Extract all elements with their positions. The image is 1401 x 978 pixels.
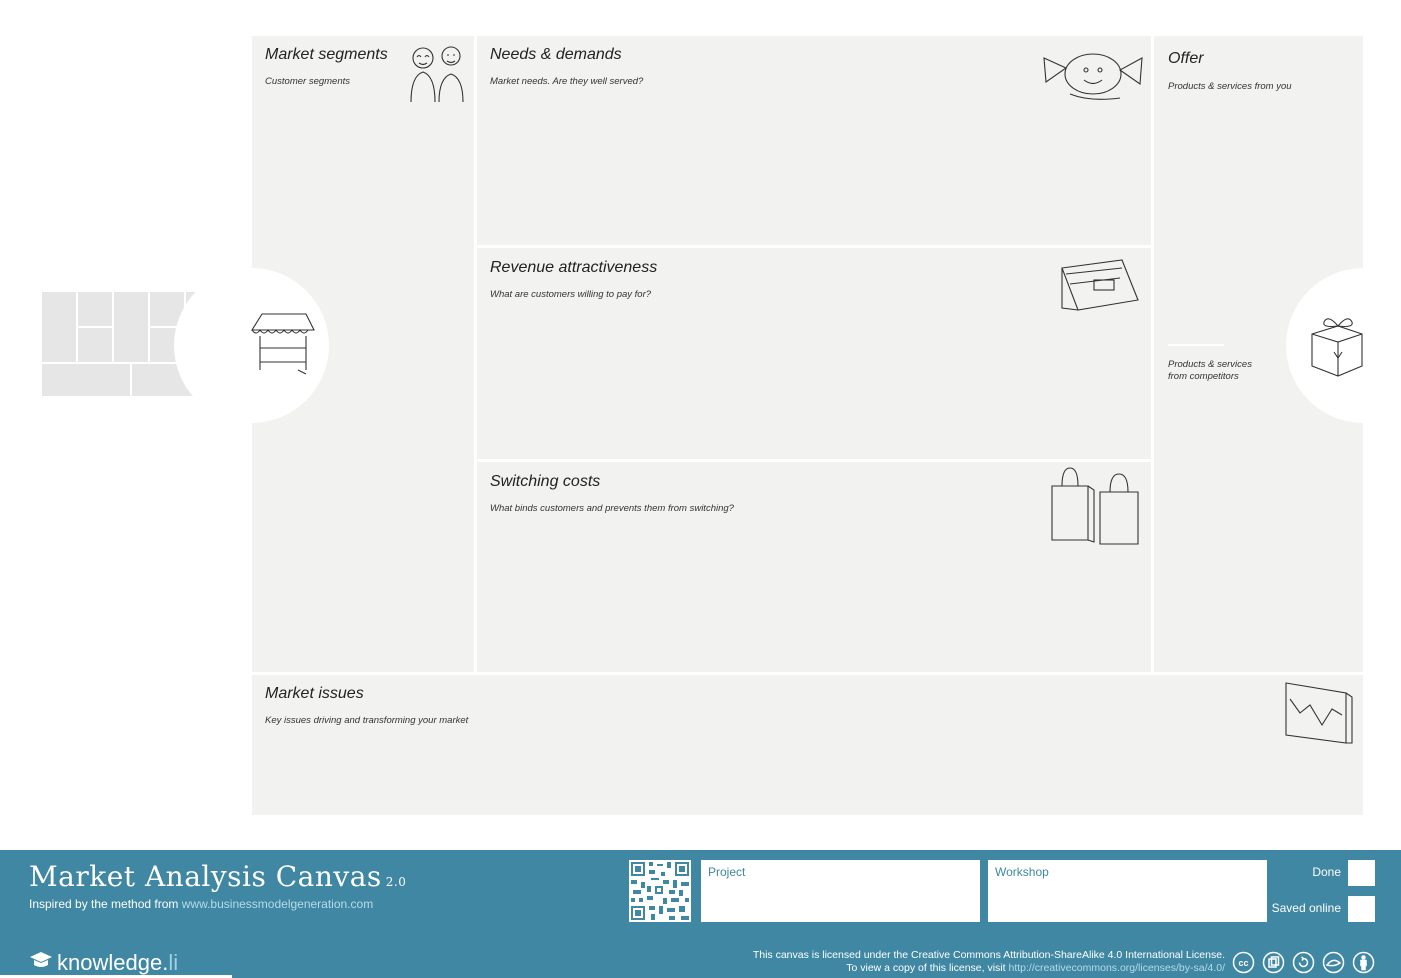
offer-subtitle: Products & services from you bbox=[1168, 81, 1292, 92]
market-issues-box[interactable] bbox=[252, 675, 1363, 815]
license-prefix: To view a copy of this license, visit bbox=[846, 962, 1006, 974]
offer-title: Offer bbox=[1168, 50, 1204, 67]
right-circle-clip bbox=[1364, 260, 1401, 430]
revenue-subtitle: What are customers willing to pay for? bbox=[490, 289, 652, 300]
switching-costs-subtitle: What binds customers and prevents them from switching? bbox=[490, 503, 734, 514]
needs-demands-title: Needs & demands bbox=[490, 46, 622, 63]
license-link[interactable]: http://creativecommons.org/licenses/by-sa/4.0/ bbox=[1008, 962, 1225, 974]
switching-costs-title: Switching costs bbox=[490, 473, 601, 490]
market-issues-title: Market issues bbox=[265, 685, 364, 702]
saved-online-label: Saved online bbox=[1271, 901, 1341, 915]
candy-sketch-icon bbox=[1040, 44, 1146, 104]
done-label: Done bbox=[1312, 865, 1341, 879]
canvas-title bbox=[29, 860, 406, 893]
people-sketch-icon bbox=[405, 42, 469, 106]
inspired-link[interactable]: www.businessmodelgeneration.com bbox=[181, 897, 374, 911]
cc-icon bbox=[1232, 951, 1255, 974]
canvas-title-text: Market Analysis Canvas bbox=[29, 860, 382, 893]
wallet-sketch-icon bbox=[1058, 254, 1146, 318]
graduation-cap-icon bbox=[29, 950, 53, 976]
workshop-label: Workshop bbox=[995, 865, 1049, 879]
needs-demands-subtitle: Market needs. Are they well served? bbox=[490, 76, 644, 87]
offer-competitors: Products & services from competitors bbox=[1168, 359, 1252, 382]
inspired-prefix: Inspired by the method from bbox=[29, 897, 179, 911]
market-segments-subtitle: Customer segments bbox=[265, 76, 351, 87]
brand-suffix: li bbox=[168, 950, 179, 975]
canvas-version: 2.0 bbox=[385, 875, 407, 889]
svg-text:cc: cc bbox=[1238, 958, 1249, 968]
license-line-1: This canvas is licensed under the Creative Commons Attribution-ShareAlike 4.0 International License. bbox=[752, 949, 1225, 961]
gift-sketch-icon bbox=[1308, 312, 1366, 378]
revenue-title: Revenue attractiveness bbox=[490, 259, 658, 276]
brand-logo[interactable] bbox=[29, 950, 178, 976]
done-checkbox[interactable] bbox=[1348, 860, 1375, 886]
market-issues-subtitle: Key issues driving and transforming your market bbox=[265, 715, 469, 726]
brand-main: knowledge. bbox=[57, 950, 169, 975]
noncommercial-icon bbox=[1322, 951, 1345, 974]
market-segments-title: Market segments bbox=[265, 46, 388, 63]
revenue-box[interactable] bbox=[477, 248, 1151, 459]
attribution-icon bbox=[1352, 951, 1375, 974]
license-line-2 bbox=[846, 962, 1225, 974]
qr-code bbox=[629, 860, 691, 922]
offer-divider bbox=[1168, 344, 1224, 346]
saved-online-checkbox[interactable] bbox=[1348, 896, 1375, 922]
project-label: Project bbox=[708, 865, 746, 879]
copy-icon bbox=[1262, 951, 1285, 974]
shopping-bags-sketch-icon bbox=[1048, 464, 1144, 548]
share-icon bbox=[1292, 951, 1315, 974]
market-stall-sketch-icon bbox=[250, 310, 318, 376]
inspired-by bbox=[29, 897, 373, 911]
chart-sketch-icon bbox=[1282, 679, 1356, 747]
